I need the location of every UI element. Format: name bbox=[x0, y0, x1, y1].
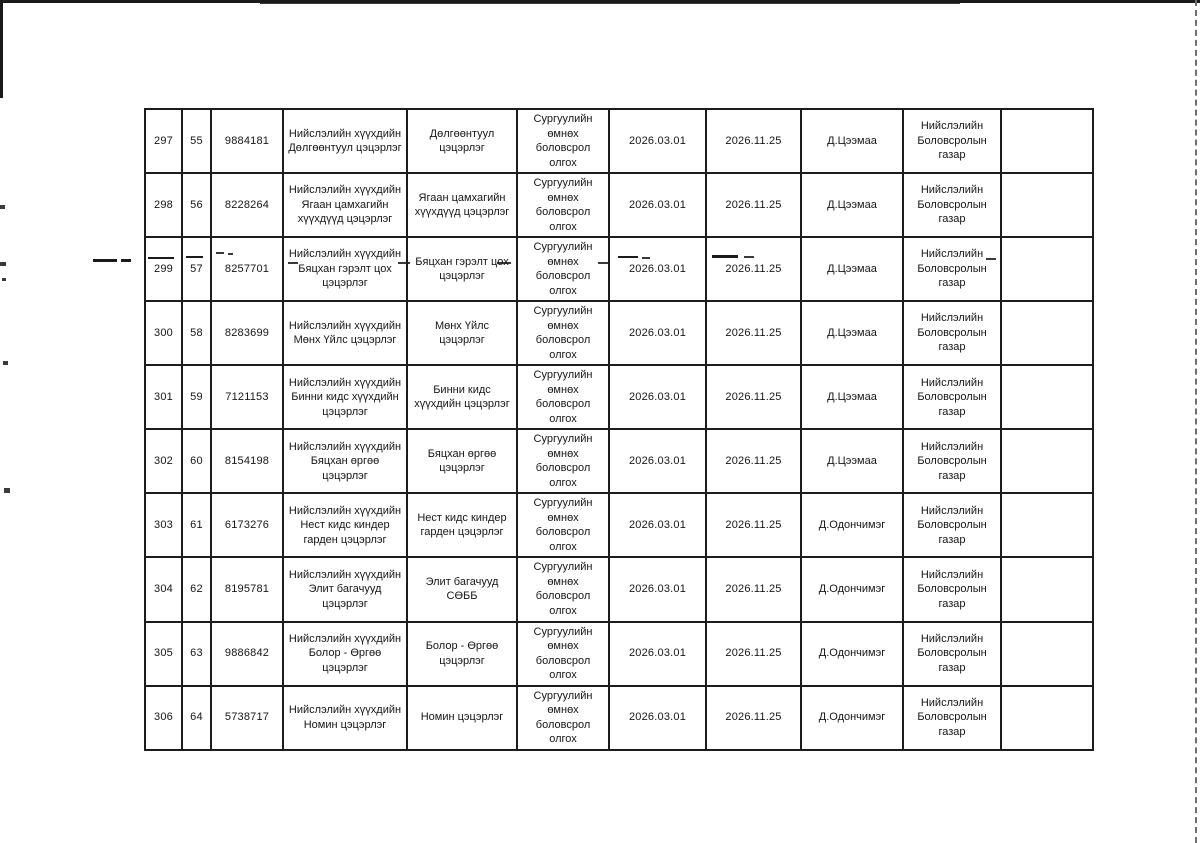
table-cell: Сургуулийн өмнөх боловсрол олгох bbox=[517, 686, 609, 750]
table-cell: Нийслэлийн хүүхдийн Болор - Өргөө цэцэрлэг bbox=[283, 622, 407, 686]
table-cell: Д.Цээмаа bbox=[801, 429, 903, 493]
table-cell: 301 bbox=[145, 365, 182, 429]
table-row bbox=[145, 622, 1093, 686]
table-cell bbox=[1001, 557, 1093, 621]
table-cell: Д.Цээмаа bbox=[801, 301, 903, 365]
table-cell: Сургуулийн өмнөх боловсрол олгох bbox=[517, 429, 609, 493]
table-cell: Сургуулийн өмнөх боловсрол олгох bbox=[517, 557, 609, 621]
table-cell: Номин цэцэрлэг bbox=[407, 686, 517, 750]
table-cell: Д.Одончимэг bbox=[801, 493, 903, 557]
table-cell: Нийслэлийн Боловсролын газар bbox=[903, 237, 1001, 301]
table-cell: 300 bbox=[145, 301, 182, 365]
table-cell: 297 bbox=[145, 109, 182, 173]
table-cell: 2026.11.25 bbox=[706, 686, 801, 750]
table-row bbox=[145, 429, 1093, 493]
table-cell: Бяцхан өргөө цэцэрлэг bbox=[407, 429, 517, 493]
table-cell bbox=[1001, 429, 1093, 493]
scan-artifact-left-edge bbox=[0, 0, 3, 98]
table-cell: Д.Цээмаа bbox=[801, 173, 903, 237]
table-cell: Нийслэлийн хүүхдийн Нест кидс киндер гарден цэцэрлэг bbox=[283, 493, 407, 557]
table-row bbox=[145, 493, 1093, 557]
table-cell: 2026.11.25 bbox=[706, 493, 801, 557]
table-cell: 2026.03.01 bbox=[609, 686, 706, 750]
table-cell: Бинни кидс хүүхдийн цэцэрлэг bbox=[407, 365, 517, 429]
scan-artifact-speck-2 bbox=[4, 488, 10, 493]
table-cell: 2026.03.01 bbox=[609, 301, 706, 365]
table-cell: 64 bbox=[182, 686, 211, 750]
table-cell: 2026.11.25 bbox=[706, 109, 801, 173]
table-cell: 8195781 bbox=[211, 557, 283, 621]
table-row bbox=[145, 557, 1093, 621]
scan-artifact-margin-dash-2 bbox=[121, 259, 131, 262]
table-cell: 59 bbox=[182, 365, 211, 429]
table-cell: Нест кидс киндер гарден цэцэрлэг bbox=[407, 493, 517, 557]
scan-artifact-speck-1 bbox=[3, 361, 8, 365]
table-cell: Нийслэлийн Боловсролын газар bbox=[903, 622, 1001, 686]
table-cell: Ягаан цамхагийн хүүхдүүд цэцэрлэг bbox=[407, 173, 517, 237]
scan-artifact-right-edge bbox=[1195, 0, 1197, 843]
table-cell: 2026.03.01 bbox=[609, 365, 706, 429]
table-cell: 5738717 bbox=[211, 686, 283, 750]
table-cell: Д.Цээмаа bbox=[801, 237, 903, 301]
table-cell: Сургуулийн өмнөх боловсрол олгох bbox=[517, 109, 609, 173]
table-cell: 304 bbox=[145, 557, 182, 621]
table-cell: 306 bbox=[145, 686, 182, 750]
table-cell bbox=[1001, 622, 1093, 686]
registry-table bbox=[144, 108, 1094, 751]
table-cell: 57 bbox=[182, 237, 211, 301]
table-cell: 6173276 bbox=[211, 493, 283, 557]
table-cell: 302 bbox=[145, 429, 182, 493]
table-cell: 2026.11.25 bbox=[706, 365, 801, 429]
table-cell: Нийслэлийн хүүхдийн Бяцхан гэрэлт цох цэцэрлэг bbox=[283, 237, 407, 301]
table-cell: 7121153 bbox=[211, 365, 283, 429]
table-row bbox=[145, 301, 1093, 365]
table-cell: 8257701 bbox=[211, 237, 283, 301]
table-cell: 2026.11.25 bbox=[706, 557, 801, 621]
table-cell: Д.Одончимэг bbox=[801, 622, 903, 686]
table-cell: Д.Цээмаа bbox=[801, 109, 903, 173]
table-cell bbox=[1001, 109, 1093, 173]
table-cell: Д.Цээмаа bbox=[801, 365, 903, 429]
table-cell: 2026.03.01 bbox=[609, 109, 706, 173]
table-cell: Сургуулийн өмнөх боловсрол олгох bbox=[517, 622, 609, 686]
table-cell: 2026.11.25 bbox=[706, 173, 801, 237]
table-cell: 2026.11.25 bbox=[706, 237, 801, 301]
table-cell: Нийслэлийн хүүхдийн Мөнх Үйлс цэцэрлэг bbox=[283, 301, 407, 365]
table-row bbox=[145, 109, 1093, 173]
table-cell: 8228264 bbox=[211, 173, 283, 237]
table-cell: 62 bbox=[182, 557, 211, 621]
table-cell: 298 bbox=[145, 173, 182, 237]
table-cell: Нийслэлийн Боловсролын газар bbox=[903, 173, 1001, 237]
table-cell: 2026.03.01 bbox=[609, 493, 706, 557]
table-cell: Бяцхан гэрэлт цох цэцэрлэг bbox=[407, 237, 517, 301]
table-cell: 2026.11.25 bbox=[706, 429, 801, 493]
table-cell: Сургуулийн өмнөх боловсрол олгох bbox=[517, 493, 609, 557]
table-row bbox=[145, 173, 1093, 237]
table-cell: Нийслэлийн Боловсролын газар bbox=[903, 109, 1001, 173]
table-row bbox=[145, 365, 1093, 429]
table-cell: 303 bbox=[145, 493, 182, 557]
table-cell: 56 bbox=[182, 173, 211, 237]
table-cell: Элит багачууд СӨББ bbox=[407, 557, 517, 621]
table-cell: 58 bbox=[182, 301, 211, 365]
table-cell: Д.Одончимэг bbox=[801, 686, 903, 750]
table-cell: Нийслэлийн Боловсролын газар bbox=[903, 365, 1001, 429]
table-cell: Дөлгөөнтуул цэцэрлэг bbox=[407, 109, 517, 173]
table-cell: 299 bbox=[145, 237, 182, 301]
table-cell: Д.Одончимэг bbox=[801, 557, 903, 621]
table-cell bbox=[1001, 686, 1093, 750]
table-cell: Сургуулийн өмнөх боловсрол олгох bbox=[517, 365, 609, 429]
scan-artifact-left-mark-2 bbox=[0, 262, 6, 266]
table-cell: Мөнх Үйлс цэцэрлэг bbox=[407, 301, 517, 365]
table-cell bbox=[1001, 493, 1093, 557]
table-cell: 2026.03.01 bbox=[609, 237, 706, 301]
table-cell: Болор - Өргөө цэцэрлэг bbox=[407, 622, 517, 686]
table-cell bbox=[1001, 365, 1093, 429]
table-cell: 2026.03.01 bbox=[609, 429, 706, 493]
table-cell: Нийслэлийн хүүхдийн Бяцхан өргөө цэцэрлэг bbox=[283, 429, 407, 493]
table-cell: 55 bbox=[182, 109, 211, 173]
table-cell bbox=[1001, 237, 1093, 301]
table-cell: Сургуулийн өмнөх боловсрол олгох bbox=[517, 301, 609, 365]
table-cell: Сургуулийн өмнөх боловсрол олгох bbox=[517, 173, 609, 237]
table-cell: 63 bbox=[182, 622, 211, 686]
table-cell: Нийслэлийн хүүхдийн Ягаан цамхагийн хүүхдүүд цэцэрлэг bbox=[283, 173, 407, 237]
table-cell: Сургуулийн өмнөх боловсрол олгох bbox=[517, 237, 609, 301]
scan-artifact-top-edge-2 bbox=[260, 3, 960, 4]
scan-artifact-left-mark-3 bbox=[2, 278, 6, 281]
table-cell bbox=[1001, 301, 1093, 365]
scan-artifact-margin-dash-1 bbox=[93, 259, 117, 262]
table-cell: Нийслэлийн Боловсролын газар bbox=[903, 557, 1001, 621]
registry-table-body bbox=[145, 109, 1093, 750]
table-cell: 8283699 bbox=[211, 301, 283, 365]
table-cell bbox=[1001, 173, 1093, 237]
table-cell: Нийслэлийн хүүхдийн Номин цэцэрлэг bbox=[283, 686, 407, 750]
table-cell: Нийслэлийн хүүхдийн Элит багачууд цэцэрлэг bbox=[283, 557, 407, 621]
table-cell: 2026.11.25 bbox=[706, 622, 801, 686]
table-cell: Нийслэлийн Боловсролын газар bbox=[903, 686, 1001, 750]
table-cell: Нийслэлийн хүүхдийн Бинни кидс хүүхдийн цэцэрлэг bbox=[283, 365, 407, 429]
table-cell: 9886842 bbox=[211, 622, 283, 686]
table-cell: Нийслэлийн хүүхдийн Дөлгөөнтуул цэцэрлэг bbox=[283, 109, 407, 173]
table-cell: Нийслэлийн Боловсролын газар bbox=[903, 429, 1001, 493]
table-cell: 305 bbox=[145, 622, 182, 686]
table-cell: 60 bbox=[182, 429, 211, 493]
table-cell: 61 bbox=[182, 493, 211, 557]
scan-artifact-left-mark-1 bbox=[0, 205, 5, 209]
table-cell: 2026.03.01 bbox=[609, 557, 706, 621]
table-cell: 2026.03.01 bbox=[609, 622, 706, 686]
table-cell: 9884181 bbox=[211, 109, 283, 173]
table-cell: Нийслэлийн Боловсролын газар bbox=[903, 301, 1001, 365]
table-row bbox=[145, 237, 1093, 301]
table-cell: 2026.03.01 bbox=[609, 173, 706, 237]
table-cell: 2026.11.25 bbox=[706, 301, 801, 365]
table-cell: 8154198 bbox=[211, 429, 283, 493]
table-row bbox=[145, 686, 1093, 750]
table-cell: Нийслэлийн Боловсролын газар bbox=[903, 493, 1001, 557]
